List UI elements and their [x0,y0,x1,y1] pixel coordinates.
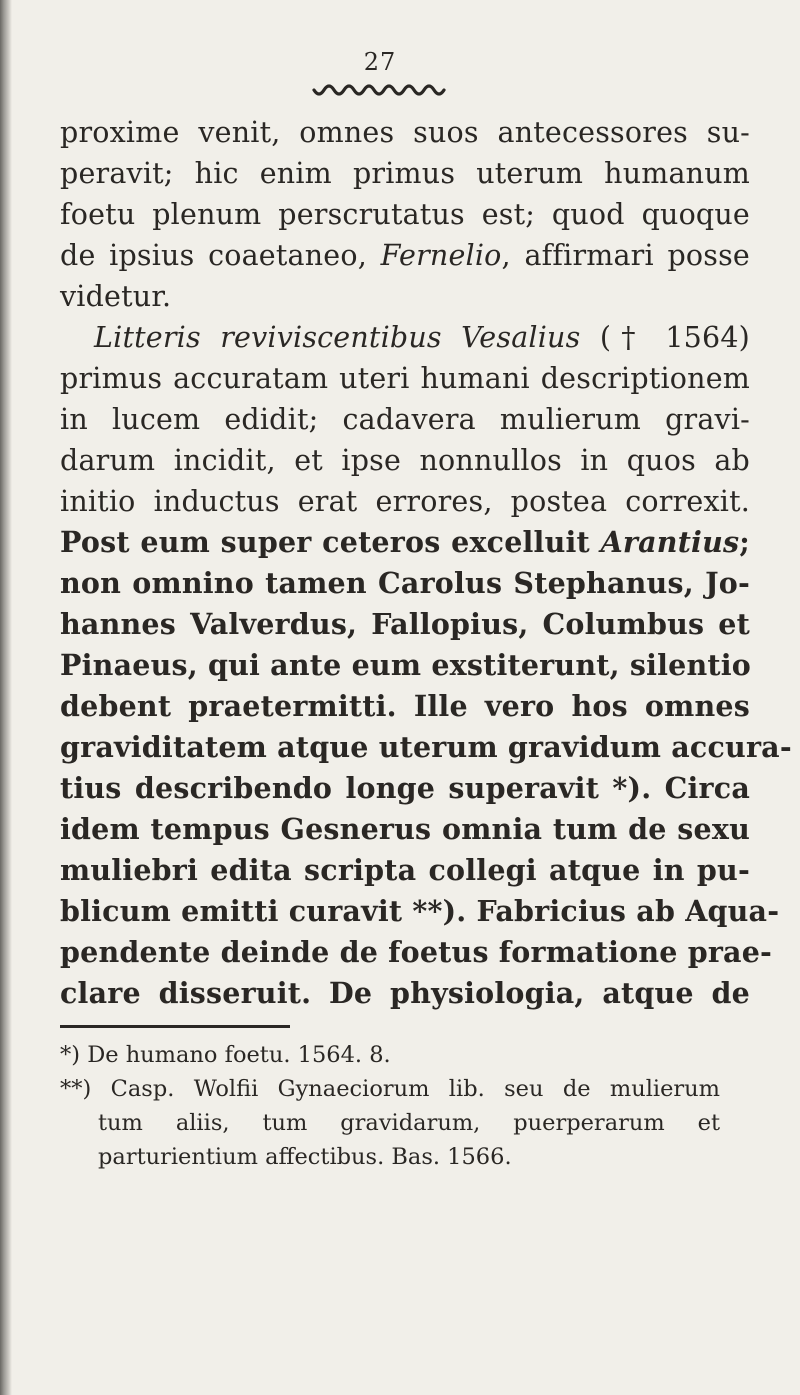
text-line: initio inductus erat errores, postea correxit. [60,485,750,518]
text-line: proxime venit, omnes suos antecessores su- [60,116,750,149]
footnote-1 [60,1038,720,1072]
name-fernelio: Fernelio [380,239,502,272]
footnote-divider [60,1025,290,1028]
footnote-mark: **) [60,1076,92,1102]
footnote-mark: *) [60,1042,81,1068]
heading-litteris-vesalius: Litteris reviviscentibus Vesalius [94,321,581,354]
text-line: Pinaeus, qui ante eum exstiterunt, silentio [60,648,751,682]
text-line [60,317,750,358]
header-ornament-icon [312,84,448,100]
text-line [60,522,750,563]
text-line: darum incidit, et ipse nonnullos in quos ab [60,444,750,477]
page-number: 27 [363,48,397,76]
footnotes [60,1038,720,1174]
text-line: primus accuratam uteri humani descriptionem [60,362,750,395]
text-line: clare disseruit. De physiologia, atque de [60,976,750,1010]
text-line: idem tempus Gesnerus omnia tum de sexu [60,812,750,846]
text-line: videtur. [60,280,172,313]
text-line: muliebri edita scripta collegi atque in pu- [60,853,750,887]
date-vesalius: († 1564) [580,321,750,354]
text-segment: ; [739,525,750,559]
text-line: debent praetermitti. Ille vero hos omnes [60,689,750,723]
text-line: graviditatem atque uterum gravidum accura- [60,730,792,764]
footnote-2-continuation: tum aliis, tum gravidarum, puerperarum et [98,1110,720,1136]
text-line: hannes Valverdus, Fallopius, Columbus et [60,607,750,641]
text-segment: Post eum super ceteros excelluit [60,525,601,559]
text-segment: , affirmari posse [501,239,750,272]
footnote-2 [60,1072,720,1106]
text-line [60,235,750,276]
main-text-block [60,112,792,1014]
text-line: in lucem edidit; cadavera mulierum gravi- [60,403,750,436]
text-segment: de ipsius coaetaneo, [60,239,381,272]
text-line: pendente deinde de foetus formatione prae- [60,935,773,969]
footnote-text: De humano foetu. 1564. 8. [87,1042,391,1068]
page-gutter-shadow [0,0,12,1395]
footnote-2-continuation: parturientium affectibus. Bas. 1566. [98,1144,512,1170]
text-line: peravit; hic enim primus uterum humanum [60,157,750,190]
text-line: blicum emitti curavit **). Fabricius ab Aqua- [60,894,780,928]
footnote-text: Casp. Wolfii Gynaeciorum lib. seu de mulierum [110,1076,721,1102]
name-arantius: Arantius [600,525,740,559]
text-line: foetu plenum perscrutatus est; quod quoque [60,198,750,231]
text-line: non omnino tamen Carolus Stephanus, Jo- [60,566,750,600]
text-line: tius describendo longe superavit *). Circa [60,771,750,805]
